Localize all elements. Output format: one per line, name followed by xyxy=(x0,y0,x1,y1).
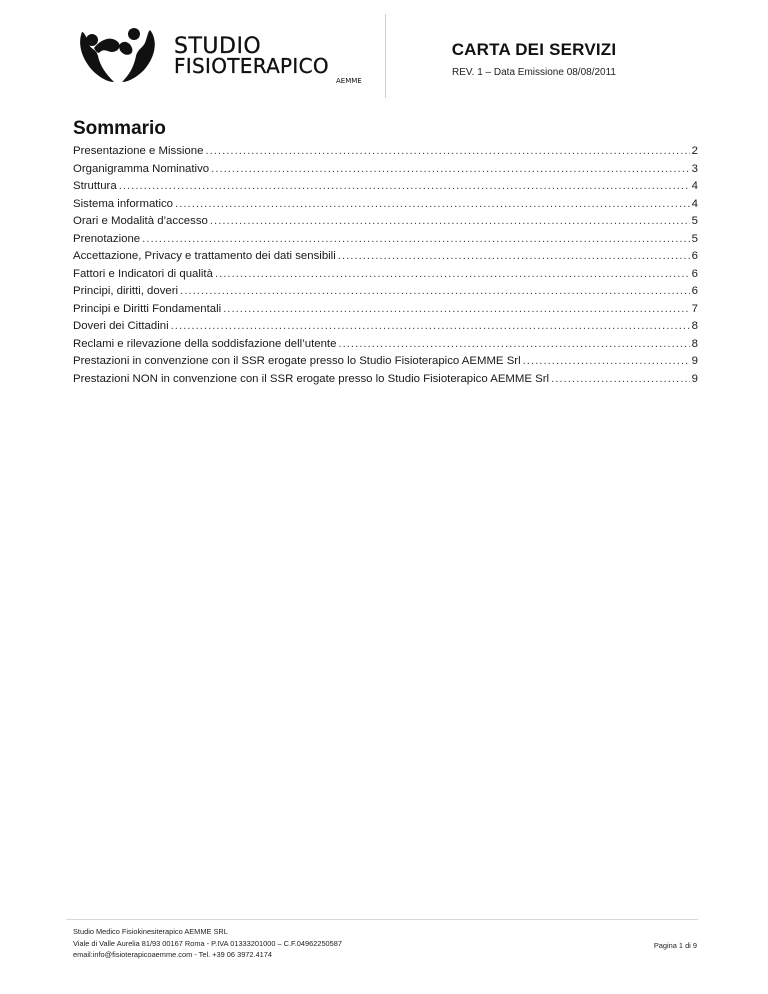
page-header xyxy=(0,0,768,100)
toc-dot-leader xyxy=(215,266,690,284)
toc-entry[interactable] xyxy=(73,318,698,336)
toc-entry-title: Prenotazione xyxy=(73,232,141,245)
toc-entry[interactable] xyxy=(73,178,698,196)
toc-entry[interactable] xyxy=(73,371,698,389)
toc-entry-page: 4 xyxy=(691,197,698,210)
toc-entry-title: Organigramma Nominativo xyxy=(73,162,210,175)
toc-entry-page: 8 xyxy=(691,320,698,332)
toc-dot-leader xyxy=(338,336,689,354)
logo-graphic xyxy=(78,26,378,84)
toc-entry[interactable] xyxy=(73,283,698,301)
toc-dot-leader xyxy=(175,196,690,214)
toc-entry[interactable] xyxy=(73,248,698,266)
toc-entry-title: Presentazione e Missione xyxy=(73,145,204,157)
toc-dot-leader xyxy=(523,353,690,371)
toc-heading: Sommario xyxy=(73,118,166,139)
logo-line1: STUDIO xyxy=(174,34,262,59)
toc-entry-title: Doveri dei Cittadini xyxy=(73,320,169,332)
toc-dot-leader xyxy=(210,213,690,231)
table-of-contents xyxy=(73,143,698,388)
logo-line2: FISIOTERAPICO xyxy=(174,54,329,78)
toc-entry[interactable] xyxy=(73,301,698,319)
toc-entry-page: 8 xyxy=(691,337,698,350)
toc-entry[interactable] xyxy=(73,266,698,284)
toc-dot-leader xyxy=(205,143,689,161)
toc-entry-page: 7 xyxy=(691,302,698,315)
footer-company: Studio Medico Fisiokinesiterapico AEMME SRL xyxy=(73,927,228,936)
toc-dot-leader xyxy=(119,178,690,196)
toc-entry-page: 6 xyxy=(691,267,698,280)
toc-dot-leader xyxy=(338,248,690,266)
toc-entry-page: 2 xyxy=(691,145,698,157)
toc-entry-title: Principi e Diritti Fondamentali xyxy=(73,302,222,315)
toc-dot-leader xyxy=(551,371,690,389)
toc-entry[interactable] xyxy=(73,161,698,179)
toc-dot-leader xyxy=(142,231,690,249)
document-revision: REV. 1 – Data Emissione 08/08/2011 xyxy=(452,67,616,78)
footer-contacts: email:info@fisioterapicoaemme.com - Tel. +39 06 3972.4174 xyxy=(73,950,273,959)
toc-entry-title: Orari e Modalità d’accesso xyxy=(73,215,208,227)
page-number: Pagina 1 di 9 xyxy=(653,941,697,950)
toc-entry-title: Reclami e rilevazione della soddisfazione dell’utente xyxy=(73,337,337,350)
toc-entry-title: Principi, diritti, doveri xyxy=(73,285,179,297)
document-title: CARTA DEI SERVIZI xyxy=(451,40,617,59)
toc-entry-page: 5 xyxy=(691,232,698,245)
toc-entry[interactable] xyxy=(73,143,698,161)
toc-entry-title: Prestazioni in convenzione con il SSR erogate presso lo Studio Fisioterapico AEMME Srl xyxy=(73,355,521,367)
toc-dot-leader xyxy=(180,283,690,301)
toc-entry-title: Accettazione, Privacy e trattamento dei dati sensibili xyxy=(73,250,336,262)
logo-line3: AEMME xyxy=(336,77,362,84)
toc-entry[interactable] xyxy=(73,231,698,249)
toc-dot-leader xyxy=(223,301,690,319)
toc-entry-page: 4 xyxy=(691,180,698,192)
toc-dot-leader xyxy=(211,161,690,179)
toc-entry-page: 9 xyxy=(691,372,698,385)
toc-entry-page: 3 xyxy=(691,162,698,175)
toc-entry-title: Sistema informatico xyxy=(73,197,174,210)
toc-entry-page: 9 xyxy=(691,355,698,367)
toc-entry[interactable] xyxy=(73,336,698,354)
toc-entry-title: Prestazioni NON in convenzione con il SSR erogate presso lo Studio Fisioterapico AEMME Srl xyxy=(73,372,550,385)
footer-address: Viale di Valle Aurelia 81/93 00167 Roma - P.IVA 01333201000 – C.F.04962250587 xyxy=(73,938,343,948)
company-logo xyxy=(78,26,378,84)
toc-entry[interactable] xyxy=(73,353,698,371)
footer-divider xyxy=(66,919,698,920)
footer-info xyxy=(73,926,342,961)
toc-entry-title: Fattori e Indicatori di qualità xyxy=(73,267,213,280)
toc-entry-title: Struttura xyxy=(73,180,117,192)
toc-entry-page: 6 xyxy=(691,285,698,297)
toc-entry-page: 6 xyxy=(691,250,698,262)
toc-entry[interactable] xyxy=(73,213,698,231)
toc-entry[interactable] xyxy=(73,196,698,214)
toc-dot-leader xyxy=(171,318,690,336)
toc-entry-page: 5 xyxy=(691,215,698,227)
